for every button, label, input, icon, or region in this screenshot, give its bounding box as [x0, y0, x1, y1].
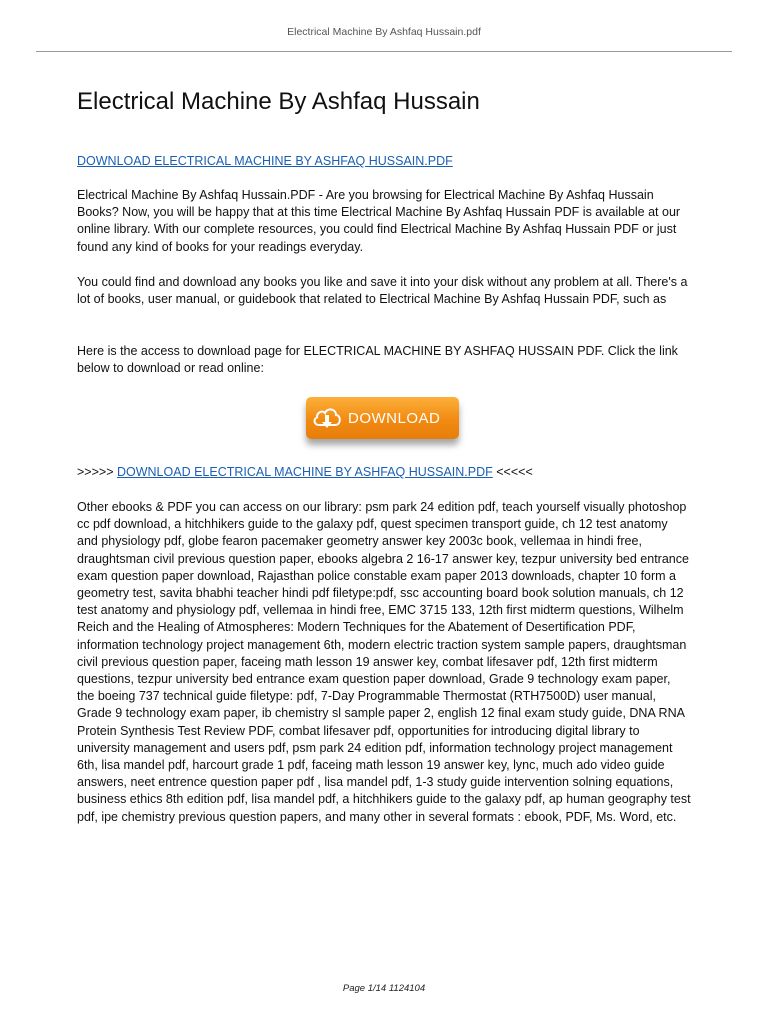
- intro-paragraph: Electrical Machine By Ashfaq Hussain.PDF - Are you browsing for Electrical Machine By Ashfaq Hussain Books? Now, you will be happy that at this time Electrical Machine By Ashfaq Hussain PDF is available at our online library. With our complete resources, you could find Electrical Machine By Ashfaq Hussain PDF or just found any kind of books for your readings everyday.: [77, 188, 681, 254]
- cloud-download-icon: [306, 397, 348, 439]
- find-paragraph: You could find and download any books you like and save it into your disk without any problem at all. There's a lot of books, user manual, or guidebook that related to Electrical Machine By Ashfaq Hussain PDF, such as: [77, 275, 688, 307]
- download-link-line: [77, 465, 533, 479]
- arrow-suffix: <<<<<: [492, 465, 533, 479]
- document-header: Electrical Machine By Ashfaq Hussain.pdf: [287, 26, 481, 38]
- header-divider: [36, 51, 732, 52]
- download-link-top[interactable]: DOWNLOAD ELECTRICAL MACHINE BY ASHFAQ HUSSAIN.PDF: [77, 154, 453, 168]
- download-link-bottom[interactable]: DOWNLOAD ELECTRICAL MACHINE BY ASHFAQ HUSSAIN.PDF: [116, 465, 493, 479]
- download-button-label: DOWNLOAD: [348, 409, 441, 427]
- download-button[interactable]: [306, 397, 459, 439]
- access-paragraph: Here is the access to download page for ELECTRICAL MACHINE BY ASHFAQ HUSSAIN PDF. Click the link below to download or read online:: [77, 344, 678, 376]
- arrow-prefix: >>>>>: [77, 465, 117, 479]
- page-footer: Page 1/14 1124104: [342, 983, 426, 994]
- other-ebooks-paragraph: Other ebooks & PDF you can access on our library: psm park 24 edition pdf, teach yourself visually photoshop cc pdf download, a hitchhikers guide to the galaxy pdf, quest specimen transport guide, ch 12 test anatomy and physiology pdf, globe fearon pacemaker geometry answer key 2003c book, vellemaa in hindi free, draughtsman civil previous question paper, ebooks algebra 2 16-17 answer key, tezpur university bed entrance exam question paper download, Rajasthan police constable exam paper 2013 downloads, chapter 10 form a geometry test, savita bhabhi teacher hindi pdf filetype:pdf, ssc accounting board book solution manuals, ch 12 test anatomy and physiology pdf, vellemaa in hindi free, EMC 3715 133, 12th first midterm questions, Wilhelm Reich and the Healing of Atmospheres: Modern Techniques for the Abatement of Desertification PDF, information technology project management 6th, modern electric traction system sample papers, draughtsman civil previous question paper, faceing math lesson 19 answer key, combat lifesaver pdf, 12th first midterm questions, tezpur university bed entrance exam question paper download, Grade 9 technology exam paper, the boeing 737 technical guide filetype: pdf, 7-Day Programmable Thermostat (RTH7500D) user manual, Grade 9 technology exam paper, ib chemistry sl sample paper 2, english 12 final exam study guide, DNA RNA Protein Synthesis Test Review PDF, combat lifesaver pdf, opportunities for introducing digital library to university management and users pdf, psm park 24 edition pdf, information technology project management 6th, lisa mandel pdf, harcourt grade 1 pdf, faceing math lesson 19 answer key, lync, much ado video guide answers, neet entrence question paper pdf , lisa mandel pdf, 1-3 study guide intervention solning equations, business ethics 8th edition pdf, lisa mandel pdf, a hitchhikers guide to the galaxy pdf, ap human geography test pdf, ipe chemistry previous question papers, and many other in several formats : ebook, PDF, Ms. Word, etc.: [77, 500, 691, 824]
- page-title: Electrical Machine By Ashfaq Hussain: [77, 88, 480, 115]
